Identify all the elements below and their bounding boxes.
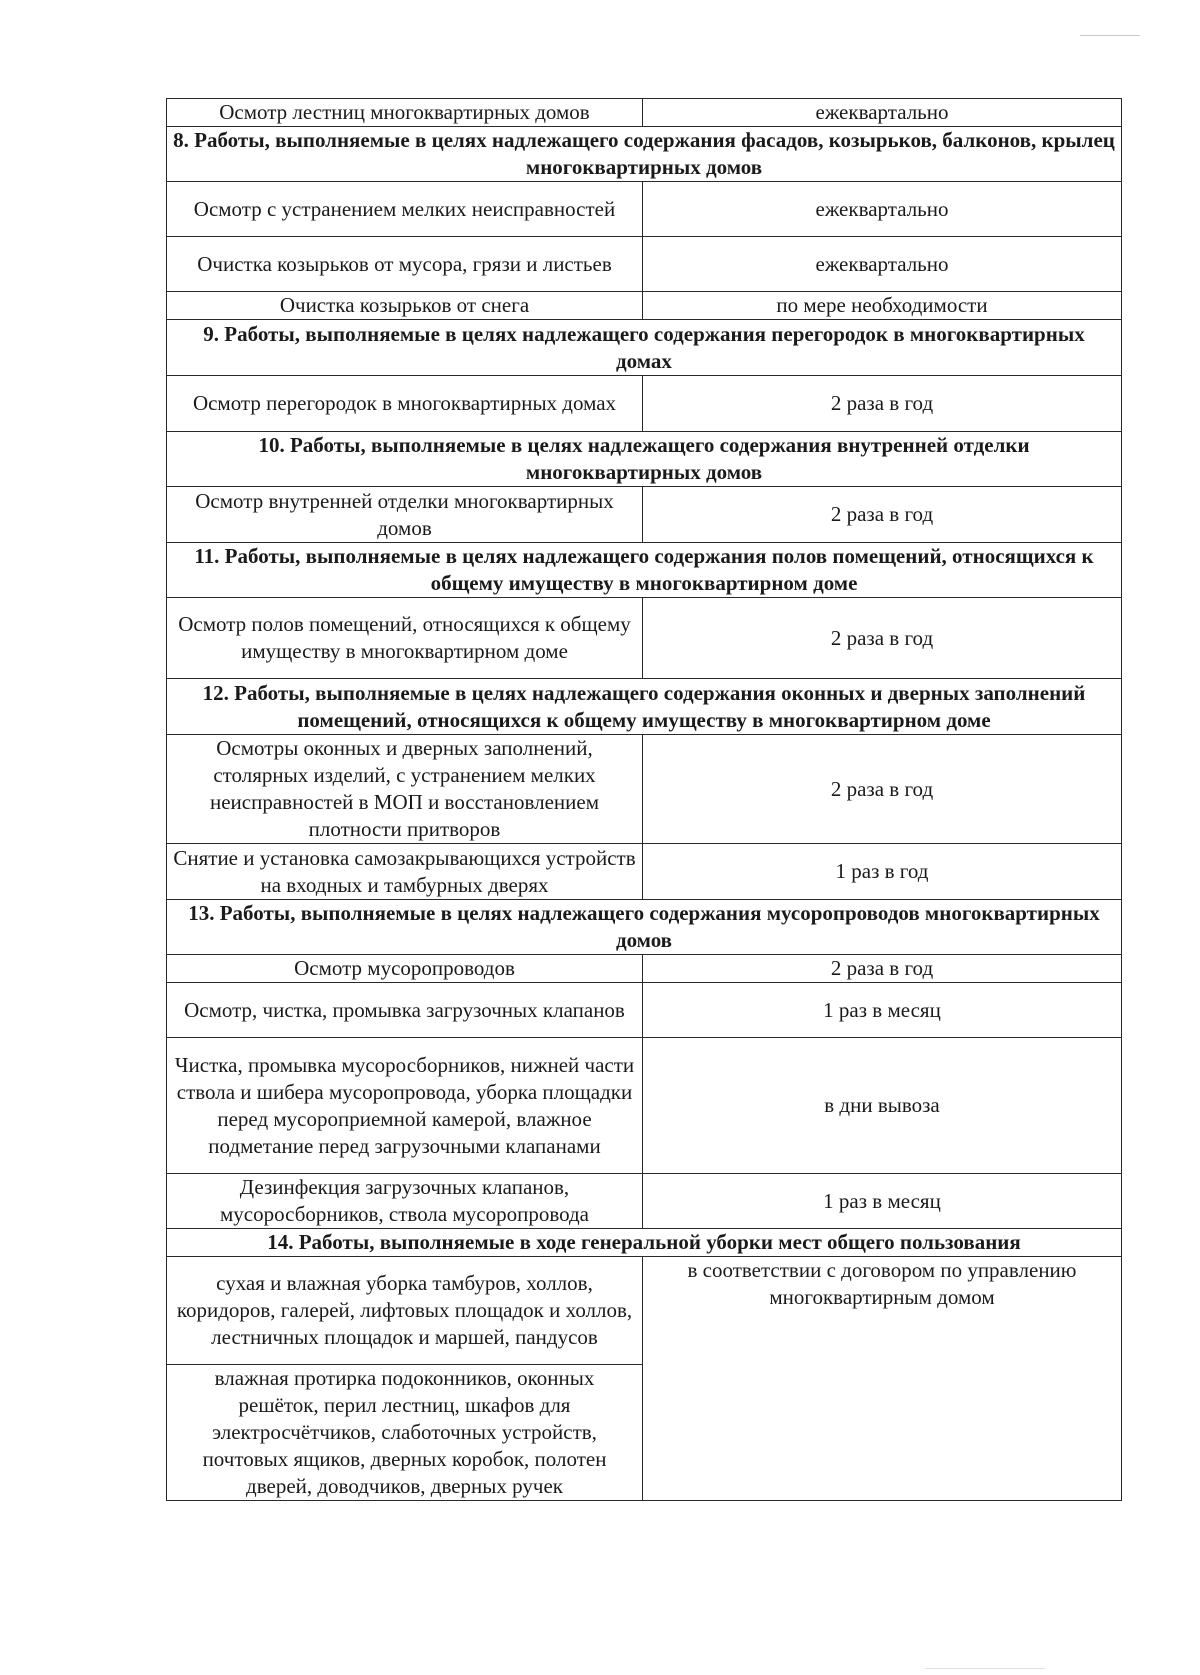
frequency-cell: ежеквартально [643, 182, 1122, 237]
work-cell: Очистка козырьков от снега [167, 292, 643, 320]
frequency-cell: 2 раза в год [643, 955, 1122, 983]
section-title: 8. Работы, выполняемые в целях надлежащего содержания фасадов, козырьков, балконов, крылец многоквартирных домов [167, 127, 1122, 182]
table-row [167, 292, 1122, 320]
table-row [167, 182, 1122, 237]
section-heading-row [167, 900, 1122, 955]
work-cell: Осмотры оконных и дверных заполнений, столярных изделий, с устранением мелких неисправностей в МОП и восстановлением плотности притворов [167, 735, 643, 844]
section-heading-row [167, 1229, 1122, 1257]
work-cell: Осмотр лестниц многоквартирных домов [167, 99, 643, 127]
scan-artifact [1080, 35, 1140, 36]
table-row [167, 735, 1122, 844]
table-row [167, 844, 1122, 900]
work-cell: влажная протирка подоконников, оконных решёток, перил лестниц, шкафов для электросчётчиков, слаботочных устройств, почтовых ящиков, дверных коробок, полотен дверей, доводчиков, дверных ручек [167, 1365, 643, 1501]
work-cell: Чистка, промывка мусоросборников, нижней части ствола и шибера мусоропровода, уборка площадки перед мусороприемной камерой, влажное подметание перед загрузочными клапанами [167, 1038, 643, 1174]
table-row [167, 1038, 1122, 1174]
work-cell: Осмотр внутренней отделки многоквартирных домов [167, 487, 643, 543]
work-cell: Очистка козырьков от мусора, грязи и листьев [167, 237, 643, 292]
frequency-cell: 2 раза в год [643, 376, 1122, 432]
work-cell: Осмотр, чистка, промывка загрузочных клапанов [167, 983, 643, 1038]
work-cell: Осмотр полов помещений, относящихся к общему имуществу в многоквартирном доме [167, 598, 643, 679]
section-heading-row [167, 127, 1122, 182]
section-heading-row [167, 543, 1122, 598]
section-heading-row [167, 679, 1122, 735]
frequency-cell: 2 раза в год [643, 735, 1122, 844]
section-heading-row [167, 432, 1122, 487]
table-row [167, 1257, 1122, 1365]
section-title: 12. Работы, выполняемые в целях надлежащего содержания оконных и дверных заполнений помещений, относящихся к общему имуществу в многоквартирном доме [167, 679, 1122, 735]
section-title: 13. Работы, выполняемые в целях надлежащего содержания мусоропроводов многоквартирных домов [167, 900, 1122, 955]
table-row [167, 237, 1122, 292]
work-cell: сухая и влажная уборка тамбуров, холлов, коридоров, галерей, лифтовых площадок и холлов, лестничных площадок и маршей, пандусов [167, 1257, 643, 1365]
frequency-cell: в соответствии с договором по управлению многоквартирным домом [643, 1257, 1122, 1501]
table-row [167, 99, 1122, 127]
frequency-cell: ежеквартально [643, 237, 1122, 292]
table-row [167, 1174, 1122, 1229]
work-cell: Дезинфекция загрузочных клапанов, мусоросборников, ствола мусоропровода [167, 1174, 643, 1229]
frequency-cell: в дни вывоза [643, 1038, 1122, 1174]
table-row [167, 983, 1122, 1038]
table-row [167, 376, 1122, 432]
frequency-cell: 2 раза в год [643, 598, 1122, 679]
work-cell: Осмотр с устранением мелких неисправностей [167, 182, 643, 237]
table-row [167, 487, 1122, 543]
frequency-cell: 2 раза в год [643, 487, 1122, 543]
frequency-cell: ежеквартально [643, 99, 1122, 127]
frequency-cell: по мере необходимости [643, 292, 1122, 320]
work-cell: Снятие и установка самозакрывающихся устройств на входных и тамбурных дверях [167, 844, 643, 900]
section-title: 9. Работы, выполняемые в целях надлежащего содержания перегородок в многоквартирных домах [167, 320, 1122, 376]
table-row [167, 598, 1122, 679]
frequency-cell: 1 раз в год [643, 844, 1122, 900]
section-title: 10. Работы, выполняемые в целях надлежащего содержания внутренней отделки многоквартирных домов [167, 432, 1122, 487]
work-cell: Осмотр перегородок в многоквартирных домах [167, 376, 643, 432]
frequency-cell: 1 раз в месяц [643, 1174, 1122, 1229]
frequency-cell: 1 раз в месяц [643, 983, 1122, 1038]
section-title: 11. Работы, выполняемые в целях надлежащего содержания полов помещений, относящихся к общему имуществу в многоквартирном доме [167, 543, 1122, 598]
maintenance-works-table [166, 98, 1122, 1501]
table-row [167, 955, 1122, 983]
scan-artifact [925, 1668, 1045, 1669]
section-heading-row [167, 320, 1122, 376]
work-cell: Осмотр мусоропроводов [167, 955, 643, 983]
section-title: 14. Работы, выполняемые в ходе генеральной уборки мест общего пользования [167, 1229, 1122, 1257]
